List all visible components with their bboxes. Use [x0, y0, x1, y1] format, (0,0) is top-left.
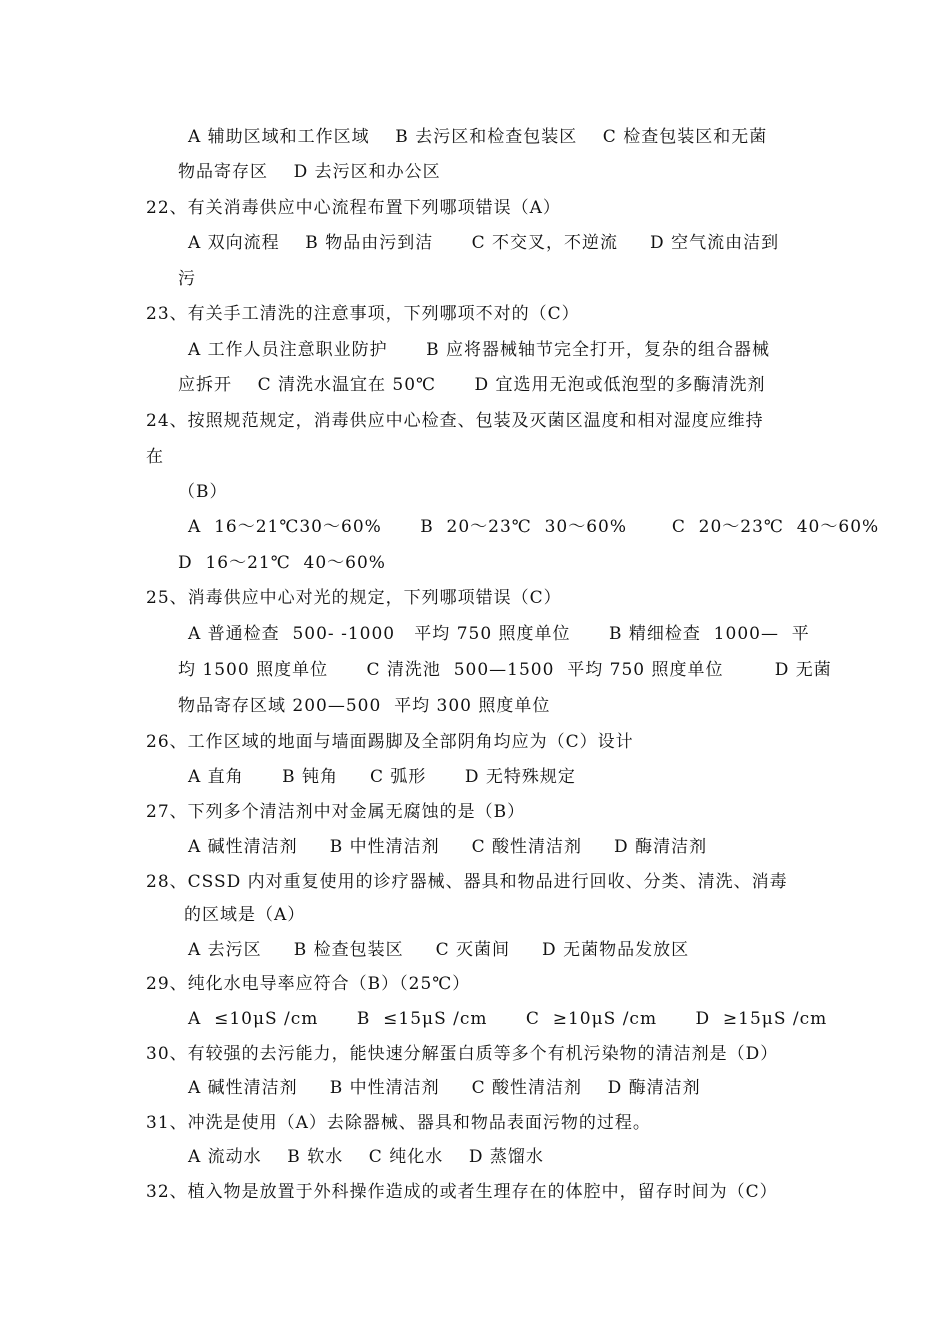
option-line: 应拆开 C 清洗水温宜在 50℃ D 宜选用无泡或低泡型的多酶清洗剂: [178, 375, 766, 395]
option-line: 物品寄存区域 200—500 平均 300 照度单位: [178, 696, 551, 716]
question-26: 26、工作区域的地面与墙面踢脚及全部阴角均应为（C）设计: [146, 732, 634, 752]
option-line: A 碱性清洁剂 B 中性清洁剂 C 酸性清洁剂 D 酶清洁剂: [188, 1078, 701, 1098]
question-31: 31、冲洗是使用（A）去除器械、器具和物品表面污物的过程。: [146, 1113, 651, 1133]
option-line: A 流动水 B 软水 C 纯化水 D 蒸馏水: [188, 1147, 544, 1167]
option-line: A 双向流程 B 物品由污到洁 C 不交叉，不逆流 D 空气流由洁到: [188, 233, 780, 253]
option-line: A 直角 B 钝角 C 弧形 D 无特殊规定: [188, 767, 576, 787]
question-22: 22、有关消毒供应中心流程布置下列哪项错误（A）: [146, 198, 561, 218]
question-29: 29、纯化水电导率应符合（B）（25℃）: [146, 974, 471, 994]
question-28-wrap: 的区域是（A）: [184, 905, 306, 925]
option-line: A 普通检查 500- -1000 平均 750 照度单位 B 精细检查 1000— 平: [188, 624, 810, 644]
question-32: 32、植入物是放置于外科操作造成的或者生理存在的体腔中，留存时间为（C）: [146, 1182, 778, 1202]
option-line: A 工作人员注意职业防护 B 应将器械轴节完全打开，复杂的组合器械: [188, 340, 770, 360]
option-line: A 辅助区域和工作区域 B 去污区和检查包装区 C 检查包装区和无菌: [188, 127, 768, 147]
option-line: D 16～21℃ 40～60%: [178, 553, 386, 573]
question-27: 27、下列多个清洁剂中对金属无腐蚀的是（B）: [146, 802, 526, 822]
question-30: 30、有较强的去污能力，能快速分解蛋白质等多个有机污染物的清洁剂是（D）: [146, 1044, 779, 1064]
option-line: 均 1500 照度单位 C 清洗池 500—1500 平均 750 照度单位 D 无菌: [178, 660, 832, 680]
question-24-wrap: 在: [146, 447, 164, 467]
option-line: A 去污区 B 检查包装区 C 灭菌间 D 无菌物品发放区: [188, 940, 690, 960]
option-line: A 16～21℃30～60% B 20～23℃ 30～60% C 20～23℃ 40～60%: [188, 517, 880, 537]
option-line: A ≤10μS /cm B ≤15μS /cm C ≥10μS /cm D ≥15μS /cm: [188, 1009, 828, 1029]
option-line: A 碱性清洁剂 B 中性清洁剂 C 酸性清洁剂 D 酶清洁剂: [188, 837, 708, 857]
question-23: 23、有关手工清洗的注意事项，下列哪项不对的（C）: [146, 304, 580, 324]
option-line: 污: [178, 269, 196, 289]
question-24: 24、按照规范规定，消毒供应中心检查、包装及灭菌区温度和相对湿度应维持: [146, 411, 764, 431]
answer-line: （B）: [178, 482, 228, 502]
option-line: 物品寄存区 D 去污区和办公区: [178, 162, 441, 182]
question-28: 28、CSSD 内对重复使用的诊疗器械、器具和物品进行回收、分类、清洗、消毒: [146, 872, 788, 892]
question-25: 25、消毒供应中心对光的规定，下列哪项错误（C）: [146, 588, 562, 608]
